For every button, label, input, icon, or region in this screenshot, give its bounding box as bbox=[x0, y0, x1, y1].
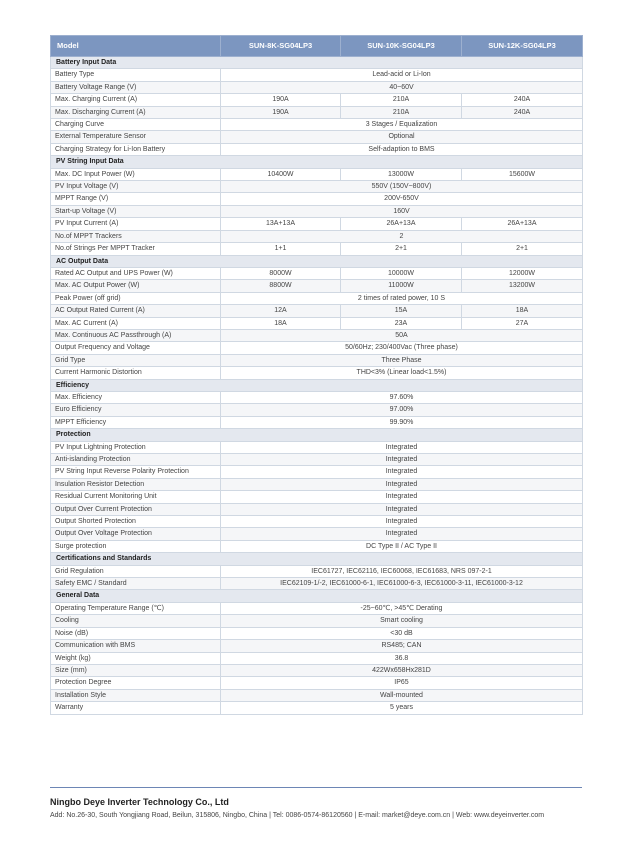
spec-table bbox=[50, 35, 583, 715]
spec-value-all-models: 3 Stages / Equalization bbox=[221, 119, 583, 131]
table-row bbox=[51, 391, 583, 403]
table-row bbox=[51, 627, 583, 639]
spec-value-all-models: 97.00% bbox=[221, 404, 583, 416]
table-row bbox=[51, 168, 583, 180]
spec-value-all-models: THD<3% (Linear load<1.5%) bbox=[221, 367, 583, 379]
table-row bbox=[51, 602, 583, 614]
spec-label: Max. Charging Current (A) bbox=[51, 94, 221, 106]
section-title: Efficiency bbox=[51, 379, 583, 391]
spec-label: Max. Efficiency bbox=[51, 391, 221, 403]
table-row bbox=[51, 565, 583, 577]
table-row bbox=[51, 354, 583, 366]
spec-value-all-models: Integrated bbox=[221, 466, 583, 478]
header-model-8k: SUN-8K-SG04LP3 bbox=[221, 36, 341, 57]
spec-label: Grid Type bbox=[51, 354, 221, 366]
section-title: General Data bbox=[51, 590, 583, 602]
table-row bbox=[51, 677, 583, 689]
spec-value-all-models: 422Wx658Hx281D bbox=[221, 664, 583, 676]
spec-label: Cooling bbox=[51, 615, 221, 627]
table-row bbox=[51, 94, 583, 106]
section-title: Battery Input Data bbox=[51, 57, 583, 69]
spec-label: Charging Curve bbox=[51, 119, 221, 131]
spec-value-model-2: 210A bbox=[341, 106, 462, 118]
table-row bbox=[51, 218, 583, 230]
table-row bbox=[51, 329, 583, 341]
table-row bbox=[51, 503, 583, 515]
company-name: Ningbo Deye Inverter Technology Co., Ltd bbox=[50, 797, 229, 807]
spec-label: PV Input Current (A) bbox=[51, 218, 221, 230]
table-row bbox=[51, 143, 583, 155]
table-row bbox=[51, 81, 583, 93]
table-row bbox=[51, 243, 583, 255]
table-row bbox=[51, 466, 583, 478]
spec-label: Communication with BMS bbox=[51, 640, 221, 652]
spec-value-model-2: 210A bbox=[341, 94, 462, 106]
spec-label: Euro Efficiency bbox=[51, 404, 221, 416]
spec-value-all-models: 2 bbox=[221, 230, 583, 242]
spec-value-all-models: 99.90% bbox=[221, 416, 583, 428]
spec-label: Battery Voltage Range (V) bbox=[51, 81, 221, 93]
spec-value-all-models: IP65 bbox=[221, 677, 583, 689]
spec-value-all-models: Integrated bbox=[221, 454, 583, 466]
spec-label: Grid Regulation bbox=[51, 565, 221, 577]
table-row bbox=[51, 578, 583, 590]
spec-value-all-models: 160V bbox=[221, 205, 583, 217]
spec-value-model-3: 18A bbox=[462, 305, 583, 317]
spec-label: Output Shorted Protection bbox=[51, 516, 221, 528]
table-row bbox=[51, 292, 583, 304]
section-header-row bbox=[51, 379, 583, 391]
section-title: AC Output Data bbox=[51, 255, 583, 267]
spec-label: Residual Current Monitoring Unit bbox=[51, 491, 221, 503]
table-row bbox=[51, 652, 583, 664]
spec-value-model-3: 12000W bbox=[462, 267, 583, 279]
table-row bbox=[51, 491, 583, 503]
spec-value-model-2: 23A bbox=[341, 317, 462, 329]
spec-value-all-models: Self-adaption to BMS bbox=[221, 143, 583, 155]
spec-label: Max. AC Current (A) bbox=[51, 317, 221, 329]
table-row bbox=[51, 305, 583, 317]
spec-value-all-models: Wall-mounted bbox=[221, 689, 583, 701]
spec-value-model-3: 240A bbox=[462, 106, 583, 118]
table-row bbox=[51, 131, 583, 143]
spec-value-model-1: 1+1 bbox=[221, 243, 341, 255]
spec-value-all-models: Integrated bbox=[221, 528, 583, 540]
table-row bbox=[51, 404, 583, 416]
spec-value-all-models: Integrated bbox=[221, 478, 583, 490]
table-row bbox=[51, 416, 583, 428]
spec-value-all-models: 50A bbox=[221, 329, 583, 341]
section-title: Protection bbox=[51, 429, 583, 441]
table-row bbox=[51, 454, 583, 466]
table-row bbox=[51, 181, 583, 193]
spec-label: Safety EMC / Standard bbox=[51, 578, 221, 590]
table-row bbox=[51, 317, 583, 329]
spec-value-model-1: 190A bbox=[221, 106, 341, 118]
spec-value-all-models: Smart cooling bbox=[221, 615, 583, 627]
table-row bbox=[51, 702, 583, 714]
spec-value-model-1: 12A bbox=[221, 305, 341, 317]
spec-value-all-models: RS485; CAN bbox=[221, 640, 583, 652]
spec-label: Output Over Current Protection bbox=[51, 503, 221, 515]
spec-value-all-models: 5 years bbox=[221, 702, 583, 714]
table-row bbox=[51, 689, 583, 701]
table-row bbox=[51, 342, 583, 354]
spec-label: Start-up Voltage (V) bbox=[51, 205, 221, 217]
spec-value-all-models: Integrated bbox=[221, 503, 583, 515]
spec-value-model-1: 8000W bbox=[221, 267, 341, 279]
spec-value-all-models: IEC62109-1/-2, IEC61000-6-1, IEC61000-6-3, IEC61000-3-11, IEC61000-3-12 bbox=[221, 578, 583, 590]
table-row bbox=[51, 664, 583, 676]
table-row bbox=[51, 106, 583, 118]
table-row bbox=[51, 540, 583, 552]
spec-value-all-models: Lead-acid or Li-Ion bbox=[221, 69, 583, 81]
spec-value-all-models: 50/60Hz; 230/400Vac (Three phase) bbox=[221, 342, 583, 354]
spec-value-model-3: 13200W bbox=[462, 280, 583, 292]
section-header-row bbox=[51, 429, 583, 441]
table-row bbox=[51, 441, 583, 453]
spec-value-model-2: 26A+13A bbox=[341, 218, 462, 230]
spec-value-all-models: Optional bbox=[221, 131, 583, 143]
spec-value-model-3: 26A+13A bbox=[462, 218, 583, 230]
spec-label: Current Harmonic Distortion bbox=[51, 367, 221, 379]
spec-label: MPPT Efficiency bbox=[51, 416, 221, 428]
table-row bbox=[51, 528, 583, 540]
spec-label: Max. Continuous AC Passthrough (A) bbox=[51, 329, 221, 341]
spec-label: MPPT Range (V) bbox=[51, 193, 221, 205]
section-title: Certifications and Standards bbox=[51, 553, 583, 565]
spec-label: Protection Degree bbox=[51, 677, 221, 689]
spec-label: External Temperature Sensor bbox=[51, 131, 221, 143]
footer-divider bbox=[50, 787, 582, 788]
spec-label: Size (mm) bbox=[51, 664, 221, 676]
spec-label: No.of Strings Per MPPT Tracker bbox=[51, 243, 221, 255]
table-row bbox=[51, 640, 583, 652]
table-row bbox=[51, 516, 583, 528]
header-model-12k: SUN-12K-SG04LP3 bbox=[462, 36, 583, 57]
spec-label: Peak Power (off grid) bbox=[51, 292, 221, 304]
spec-value-all-models: Integrated bbox=[221, 441, 583, 453]
spec-label: No.of MPPT Trackers bbox=[51, 230, 221, 242]
table-row bbox=[51, 280, 583, 292]
spec-value-model-2: 11000W bbox=[341, 280, 462, 292]
table-row bbox=[51, 193, 583, 205]
spec-value-model-1: 10400W bbox=[221, 168, 341, 180]
spec-value-all-models: IEC61727, IEC62116, IEC60068, IEC61683, NRS 097-2-1 bbox=[221, 565, 583, 577]
spec-value-model-3: 240A bbox=[462, 94, 583, 106]
spec-label: Output Frequency and Voltage bbox=[51, 342, 221, 354]
spec-value-model-2: 13000W bbox=[341, 168, 462, 180]
spec-label: Warranty bbox=[51, 702, 221, 714]
spec-value-all-models: Integrated bbox=[221, 516, 583, 528]
spec-value-all-models: 2 times of rated power, 10 S bbox=[221, 292, 583, 304]
section-header-row bbox=[51, 156, 583, 168]
spec-label: Battery Type bbox=[51, 69, 221, 81]
spec-value-model-2: 2+1 bbox=[341, 243, 462, 255]
spec-label: PV Input Lightning Protection bbox=[51, 441, 221, 453]
header-model-10k: SUN-10K-SG04LP3 bbox=[341, 36, 462, 57]
spec-value-model-1: 13A+13A bbox=[221, 218, 341, 230]
spec-label: Anti-islanding Protection bbox=[51, 454, 221, 466]
table-header-row bbox=[51, 36, 583, 57]
table-row bbox=[51, 367, 583, 379]
spec-label: Charging Strategy for Li-Ion Battery bbox=[51, 143, 221, 155]
section-header-row bbox=[51, 57, 583, 69]
spec-label: Installation Style bbox=[51, 689, 221, 701]
spec-label: PV String Input Reverse Polarity Protection bbox=[51, 466, 221, 478]
table-row bbox=[51, 119, 583, 131]
spec-value-model-1: 190A bbox=[221, 94, 341, 106]
spec-label: AC Output Rated Current (A) bbox=[51, 305, 221, 317]
spec-label: Noise (dB) bbox=[51, 627, 221, 639]
spec-label: Max. AC Output Power (W) bbox=[51, 280, 221, 292]
spec-value-all-models: 97.60% bbox=[221, 391, 583, 403]
spec-value-model-1: 8800W bbox=[221, 280, 341, 292]
spec-value-all-models: -25~60℃, >45℃ Derating bbox=[221, 602, 583, 614]
spec-value-model-3: 2+1 bbox=[462, 243, 583, 255]
spec-table-body bbox=[51, 57, 583, 715]
spec-label: Weight (kg) bbox=[51, 652, 221, 664]
section-header-row bbox=[51, 553, 583, 565]
section-header-row bbox=[51, 255, 583, 267]
spec-label: Output Over Voltage Protection bbox=[51, 528, 221, 540]
table-row bbox=[51, 267, 583, 279]
section-header-row bbox=[51, 590, 583, 602]
spec-value-model-2: 10000W bbox=[341, 267, 462, 279]
spec-value-model-2: 15A bbox=[341, 305, 462, 317]
section-title: PV String Input Data bbox=[51, 156, 583, 168]
spec-value-all-models: Three Phase bbox=[221, 354, 583, 366]
table-row bbox=[51, 69, 583, 81]
spec-label: Surge protection bbox=[51, 540, 221, 552]
spec-value-all-models: 550V (150V~800V) bbox=[221, 181, 583, 193]
spec-value-all-models: 200V-650V bbox=[221, 193, 583, 205]
table-row bbox=[51, 230, 583, 242]
spec-value-model-3: 15600W bbox=[462, 168, 583, 180]
spec-label: Max. Discharging Current (A) bbox=[51, 106, 221, 118]
spec-value-model-1: 18A bbox=[221, 317, 341, 329]
spec-value-all-models: 40~60V bbox=[221, 81, 583, 93]
spec-value-all-models: <30 dB bbox=[221, 627, 583, 639]
spec-label: Max. DC Input Power (W) bbox=[51, 168, 221, 180]
company-address: Add: No.26-30, South Yongjiang Road, Beilun, 315806, Ningbo, China | Tel: 0086-0574-86120560 | E-mail: market@deye.com.cn | Web: www.deyeinverter.com bbox=[50, 812, 545, 819]
spec-value-all-models: 36.8 bbox=[221, 652, 583, 664]
table-row bbox=[51, 615, 583, 627]
spec-value-model-3: 27A bbox=[462, 317, 583, 329]
spec-value-all-models: DC Type II / AC Type II bbox=[221, 540, 583, 552]
spec-label: Insulation Resistor Detection bbox=[51, 478, 221, 490]
spec-label: Rated AC Output and UPS Power (W) bbox=[51, 267, 221, 279]
table-row bbox=[51, 478, 583, 490]
table-row bbox=[51, 205, 583, 217]
spec-label: PV Input Voltage (V) bbox=[51, 181, 221, 193]
spec-label: Operating Temperature Range (℃) bbox=[51, 602, 221, 614]
spec-value-all-models: Integrated bbox=[221, 491, 583, 503]
header-model: Model bbox=[51, 36, 221, 57]
